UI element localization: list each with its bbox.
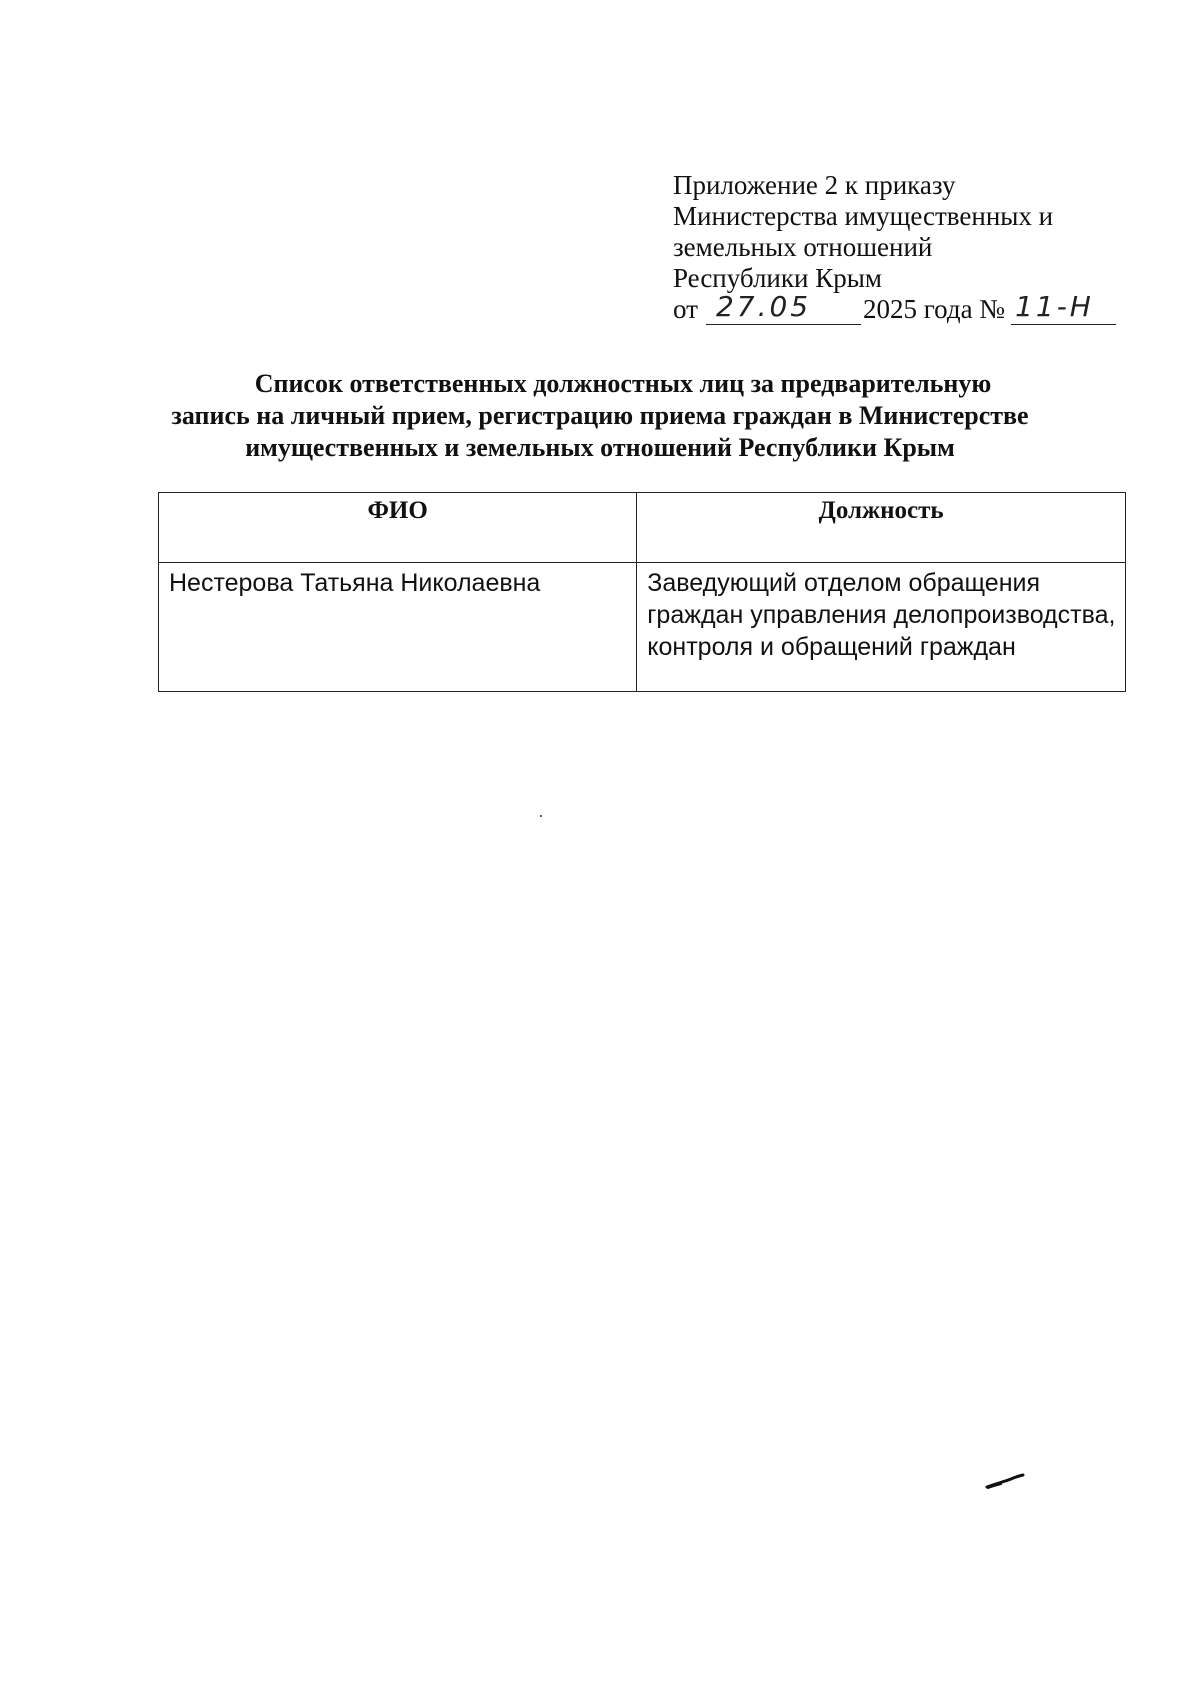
- appendix-line-1: Приложение 2 к приказу: [673, 170, 956, 200]
- title-line-3: имущественных и земельных отношений Республики Крым: [245, 433, 955, 462]
- appendix-block: [673, 170, 1133, 325]
- date-suffix: 2025 года №: [862, 294, 1006, 324]
- stray-dot: [540, 815, 542, 817]
- officials-table: [158, 492, 1126, 692]
- cell-name: Нестерова Татьяна Николаевна: [159, 563, 637, 692]
- document-title: [150, 368, 1050, 464]
- appendix-line-3: земельных отношений: [673, 232, 933, 262]
- header-fio: ФИО: [159, 493, 637, 563]
- title-line-1: Список ответственных должностных лиц за предварительную: [254, 369, 992, 398]
- table-row: [159, 563, 1126, 692]
- date-prefix: от: [673, 294, 698, 324]
- number-blank: [1011, 290, 1116, 325]
- handwritten-number: 11-Н: [1015, 290, 1094, 323]
- handwritten-date: 27.05: [715, 290, 812, 323]
- header-position: Должность: [637, 493, 1126, 563]
- cell-position: Заведующий отделом обращения граждан управления делопроизводства, контроля и обращений граждан: [637, 563, 1126, 692]
- appendix-line-2: Министерства имущественных и: [673, 201, 1054, 231]
- pen-stroke-icon: [985, 1470, 1025, 1492]
- appendix-line-4: Республики Крым: [673, 263, 882, 293]
- date-blank: [706, 290, 861, 325]
- table-header-row: [159, 493, 1126, 563]
- order-date-line: [673, 290, 1133, 325]
- title-line-2: запись на личный прием, регистрацию приема граждан в Министерстве: [171, 401, 1029, 430]
